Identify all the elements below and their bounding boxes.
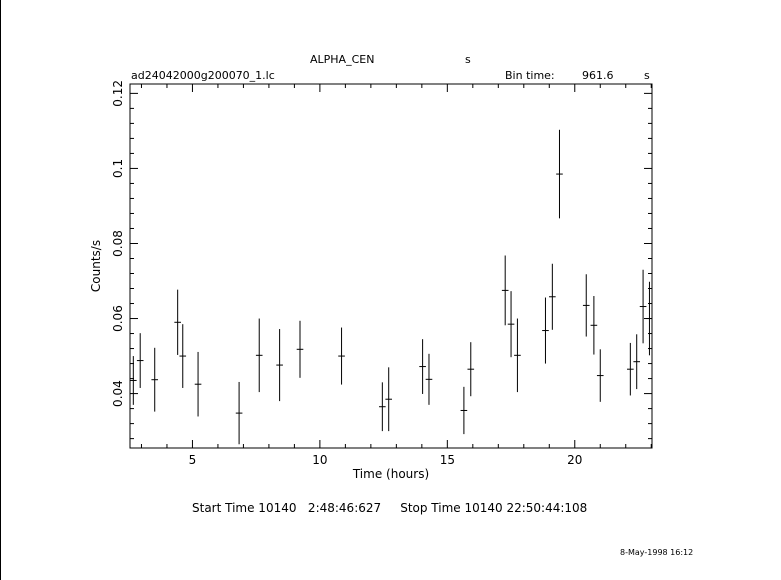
object-suffix: s — [465, 53, 471, 66]
data-point — [467, 342, 474, 396]
plot-marks — [111, 80, 652, 467]
y-tick-label: 0.1 — [111, 158, 125, 178]
data-point — [597, 349, 604, 402]
x-tick-label: 10 — [312, 453, 328, 467]
data-point — [627, 343, 634, 396]
bin-time-label: Bin time: — [505, 69, 555, 82]
data-point — [385, 367, 392, 431]
data-point — [508, 291, 515, 357]
data-point — [556, 130, 563, 219]
data-point — [179, 324, 186, 388]
y-tick-label: 0.08 — [111, 230, 125, 257]
data-point — [640, 270, 647, 344]
data-point — [633, 334, 640, 389]
plot-frame — [130, 84, 652, 448]
date-stamp: 8-May-1998 16:12 — [620, 548, 694, 557]
data-point — [297, 321, 304, 378]
data-point — [426, 354, 433, 405]
data-point — [236, 382, 243, 444]
y-axis-label: Counts/s — [89, 239, 103, 293]
data-point — [174, 290, 181, 355]
data-point — [151, 348, 158, 412]
data-point — [542, 298, 549, 364]
x-axis-label: Time (hours) — [352, 467, 430, 481]
data-point — [338, 328, 345, 385]
data-point — [646, 282, 652, 356]
bin-time-unit: s — [644, 69, 650, 82]
y-tick-label: 0.12 — [111, 80, 125, 107]
bin-time-value: 961.6 — [582, 69, 614, 82]
data-point — [549, 264, 556, 330]
data-point — [137, 333, 144, 388]
data-point — [419, 339, 426, 394]
data-point — [583, 274, 590, 336]
data-point — [276, 329, 283, 401]
file-name: ad24042000g200070_1.lc — [131, 69, 275, 82]
x-tick-label: 5 — [188, 453, 197, 467]
data-point — [591, 296, 598, 355]
y-tick-label: 0.06 — [111, 305, 125, 332]
start-stop-times: Start Time 10140 2:48:46:627 Stop Time 10140 22:50:44:108 — [192, 501, 588, 515]
x-tick-label: 15 — [439, 453, 455, 467]
x-tick-label: 20 — [567, 453, 583, 467]
data-point — [502, 255, 509, 325]
data-point — [195, 352, 202, 417]
data-point — [461, 387, 468, 434]
object-name: ALPHA_CEN — [310, 53, 375, 66]
y-tick-label: 0.04 — [111, 380, 125, 407]
data-point — [379, 382, 386, 431]
data-point — [256, 319, 263, 393]
data-point — [514, 319, 521, 393]
